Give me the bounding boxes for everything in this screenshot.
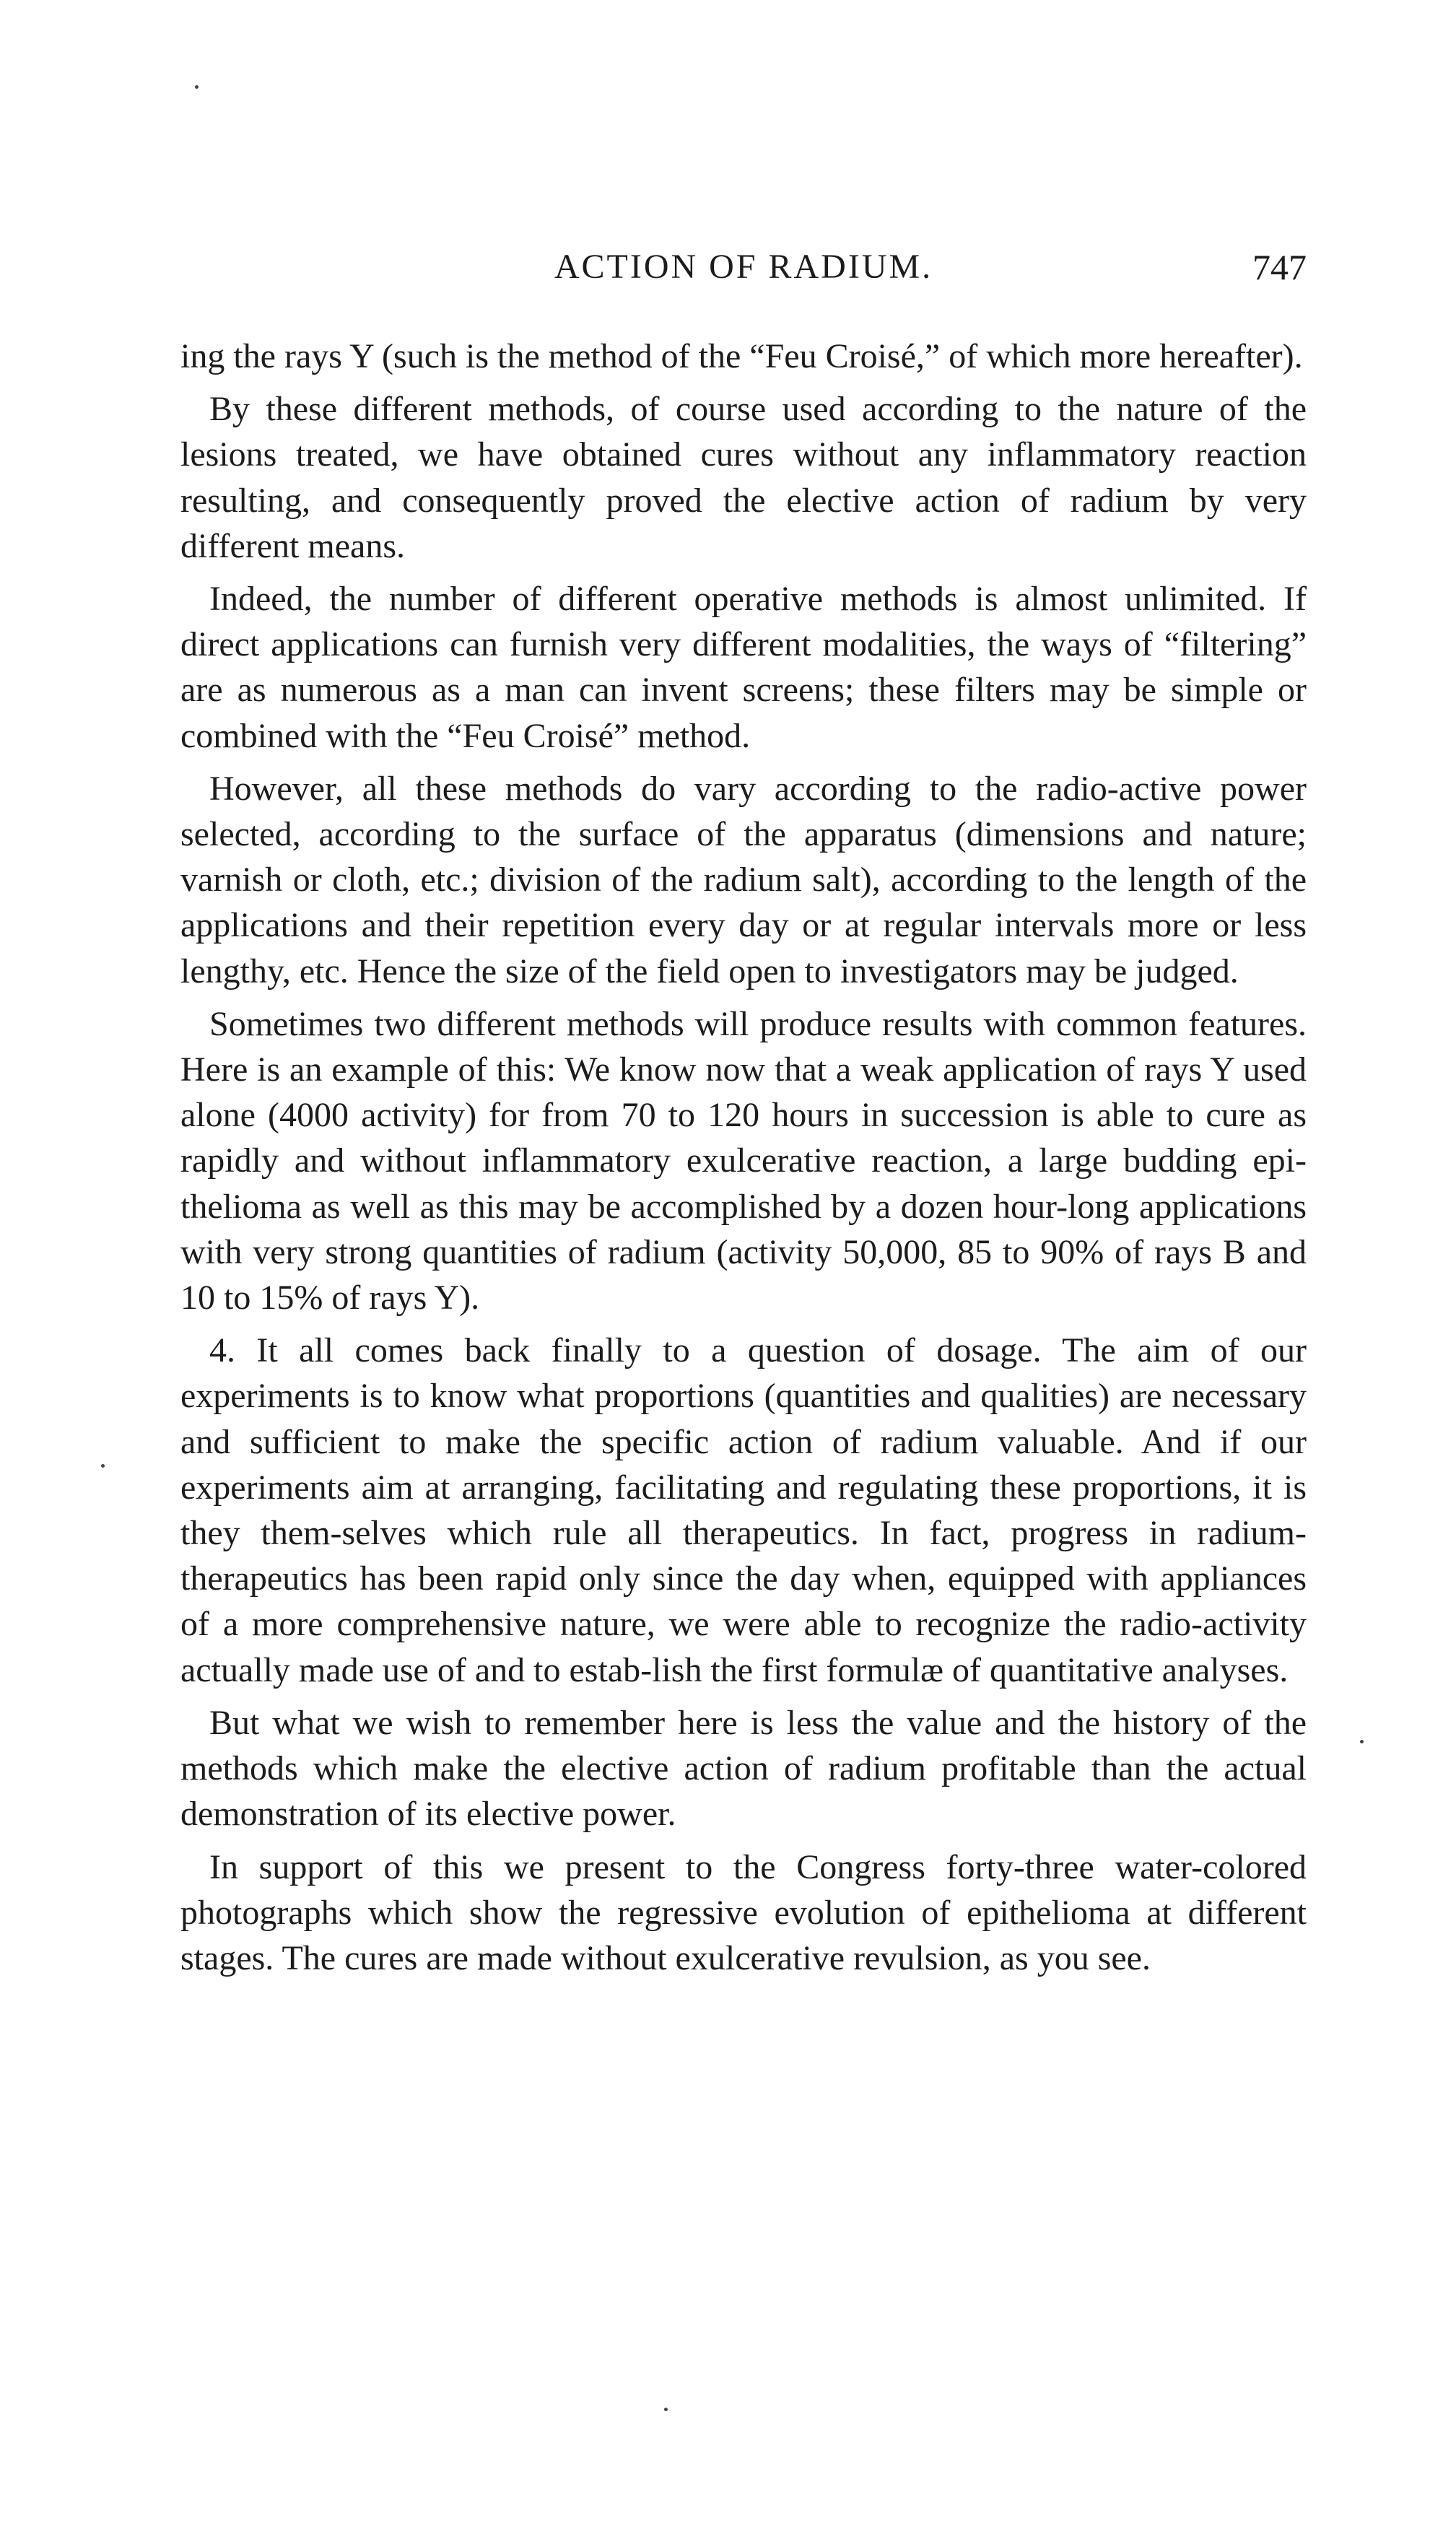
scan-speck xyxy=(664,2408,668,2411)
paragraph: Sometimes two different methods will produce results with common features. Here is an example of this: We know now that a weak application of rays Y used alone (4000 activity) for from 70 to 120 hours in succession is able to cure as rapidly and without inflammatory exulcerative reaction, a large budding epi-thelioma as well as this may be accomplished by a dozen hour-long applications with very strong quantities of radium (activity 50,000, 85 to 90% of rays B and 10 to 15% of rays Y). xyxy=(180,1004,1307,1318)
scan-speck xyxy=(101,1464,105,1468)
paragraph: However, all these methods do vary according to the radio-active power selected, according to the surface of the apparatus (dimensions and nature; varnish or cloth, etc.; division of the radium salt), according to the length of the applications and their repetition every day or at regular intervals more or less lengthy, etc. Hence the size of the field open to investigators may be judged. xyxy=(180,769,1307,990)
paragraph: Indeed, the number of different operative methods is almost unlimited. If direct applications can furnish very different modalities, the ways of “filtering” are as numerous as a man can invent screens; these filters may be simple or combined with the “Feu Croisé” method. xyxy=(180,580,1307,755)
scan-speck xyxy=(195,85,199,89)
scan-speck xyxy=(1360,1740,1364,1743)
running-head xyxy=(180,238,1307,296)
page-number: 747 xyxy=(1252,247,1307,287)
paragraph-continuation: ing the rays Y (such is the method of the “Feu Croisé,” of which more hereafter). xyxy=(180,337,1303,375)
paragraph: By these different methods, of course used according to the nature of the lesions treated, we have obtained cures without any inflammatory reaction resulting, and consequently proved the elective action of radium by very different means. xyxy=(180,390,1307,565)
paragraph: 4. It all comes back finally to a question of dosage. The aim of our experiments is to know what proportions (quantities and qualities) are necessary and sufficient to make the specific action of radium valuable. And if our experiments aim at arranging, facilitating and regulating these proportions, it is they them-selves which rule all therapeutics. In fact, progress in radium-therapeutics has been rapid only since the day when, equipped with appliances of a more comprehensive nature, we were able to recognize the radio-activity actually made use of and to estab-lish the first formulæ of quantitative analyses. xyxy=(180,1331,1307,1689)
running-title: ACTION OF RADIUM. xyxy=(554,248,933,286)
paragraph: But what we wish to remember here is less the value and the history of the methods which make the elective action of radium profitable than the actual demonstration of its elective power. xyxy=(180,1703,1307,1834)
body-text xyxy=(180,334,1307,1988)
paragraph: In support of this we present to the Congress forty-three water-colored photographs which show the regressive evolution of epithelioma at different stages. The cures are made without exulcerative revulsion, as you see. xyxy=(180,1847,1307,1977)
